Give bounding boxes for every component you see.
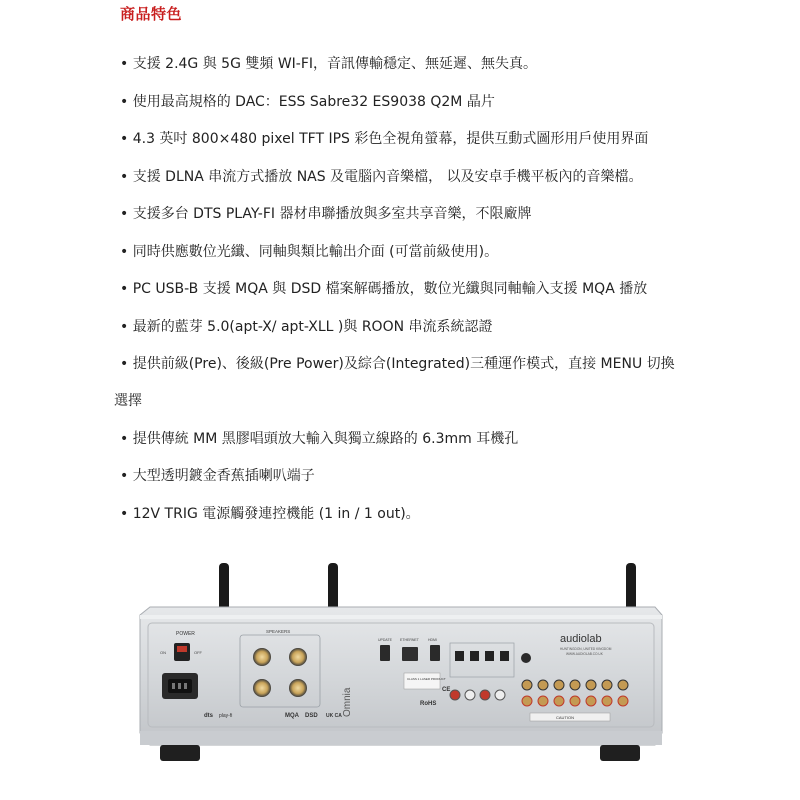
- feature-item: [120, 316, 720, 338]
- feature-text: • 支援 2.4G 與 5G 雙頻 WI-FI，音訊傳輸穩定、無延遲、無失真。: [120, 56, 537, 72]
- product-rear-panel-photo: [0, 555, 800, 800]
- feature-text: • 4.3 英吋 800×480 pixel TFT IPS 彩色全視角螢幕，提供互動式圖形用戶使用界面: [120, 131, 648, 147]
- feature-item: [120, 428, 720, 450]
- feature-item: [120, 128, 720, 150]
- foot-right: [600, 745, 640, 761]
- svg-text:ETHERNET: ETHERNET: [400, 638, 419, 642]
- brand-url: WWW.AUDIOLAB.CO.UK: [566, 652, 603, 656]
- feature-text: • 支援 DLNA 串流方式播放 NAS 及電腦內音樂檔， 以及安卓手機平板內的音樂檔。: [120, 169, 643, 185]
- feature-text: • PC USB-B 支援 MQA 與 DSD 檔案解碼播放，數位光纖與同軸輸入支援 MQA 播放: [120, 281, 647, 297]
- feature-text-continued: 選擇: [114, 393, 142, 409]
- feature-text: • 最新的藍芽 5.0(apt-X/ apt-XLL )與 ROON 串流系統認證: [120, 319, 493, 335]
- feature-text: • 支援多台 DTS PLAY-FI 器材串聯播放與多室共享音樂，不限廠牌: [120, 206, 531, 222]
- brand-logo: audiolab: [560, 633, 602, 645]
- feature-item: [120, 503, 720, 525]
- speaker-post: [289, 679, 307, 697]
- svg-text:POWER: POWER: [176, 631, 195, 637]
- section-title: 商品特色: [120, 5, 183, 23]
- chassis: [140, 607, 662, 745]
- feature-text: • 同時供應數位光纖、同軸與類比輸出介面 (可當前級使用)。: [120, 244, 498, 260]
- svg-text:MQA: MQA: [285, 713, 299, 719]
- feature-text: • 12V TRIG 電源觸發連控機能 (1 in / 1 out)。: [120, 506, 420, 522]
- svg-text:ON: ON: [160, 650, 166, 655]
- foot-left: [160, 745, 200, 761]
- ethernet-port: [402, 647, 418, 661]
- svg-text:CAUTION: CAUTION: [556, 715, 574, 720]
- svg-text:DSD: DSD: [305, 713, 318, 719]
- feature-item: [120, 241, 720, 263]
- feature-item: [120, 203, 720, 225]
- svg-text:RoHS: RoHS: [420, 701, 437, 707]
- feature-item: [120, 91, 720, 113]
- speaker-post: [253, 679, 271, 697]
- model-name: Omnia: [342, 687, 353, 717]
- svg-text:HDMI: HDMI: [428, 638, 437, 642]
- feature-item: [114, 353, 720, 412]
- feature-list: [114, 53, 720, 525]
- speaker-post: [289, 648, 307, 666]
- svg-text:CE: CE: [442, 687, 451, 693]
- feature-text: • 使用最高規格的 DAC：ESS Sabre32 ES9038 Q2M 晶片: [120, 94, 495, 110]
- feature-item: [120, 278, 720, 300]
- svg-text:CLASS 1 LASER PRODUCT: CLASS 1 LASER PRODUCT: [407, 677, 446, 681]
- svg-text:OFF: OFF: [194, 650, 202, 655]
- svg-text:UPDATE: UPDATE: [378, 638, 392, 642]
- feature-text: • 大型透明鍍金香蕉插喇叭端子: [120, 468, 315, 484]
- feature-item: [120, 465, 720, 487]
- svg-text:SPEAKERS: SPEAKERS: [266, 629, 291, 634]
- svg-text:UK CA: UK CA: [326, 713, 342, 719]
- speaker-post: [253, 648, 271, 666]
- svg-text:dts: dts: [204, 713, 213, 719]
- brand-address: HUNTINGDON, UNITED KINGDOM: [560, 647, 612, 651]
- feature-item: [120, 166, 720, 188]
- feature-item: [120, 53, 720, 75]
- feature-text: • 提供前級(Pre)、後級(Pre Power)及綜合(Integrated)三種運作模式，直接 MENU 切換: [120, 356, 675, 372]
- svg-text:play-fi: play-fi: [219, 713, 233, 719]
- feature-text: • 提供傳統 MM 黑膠唱頭放大輸入與獨立線路的 6.3mm 耳機孔: [120, 431, 518, 447]
